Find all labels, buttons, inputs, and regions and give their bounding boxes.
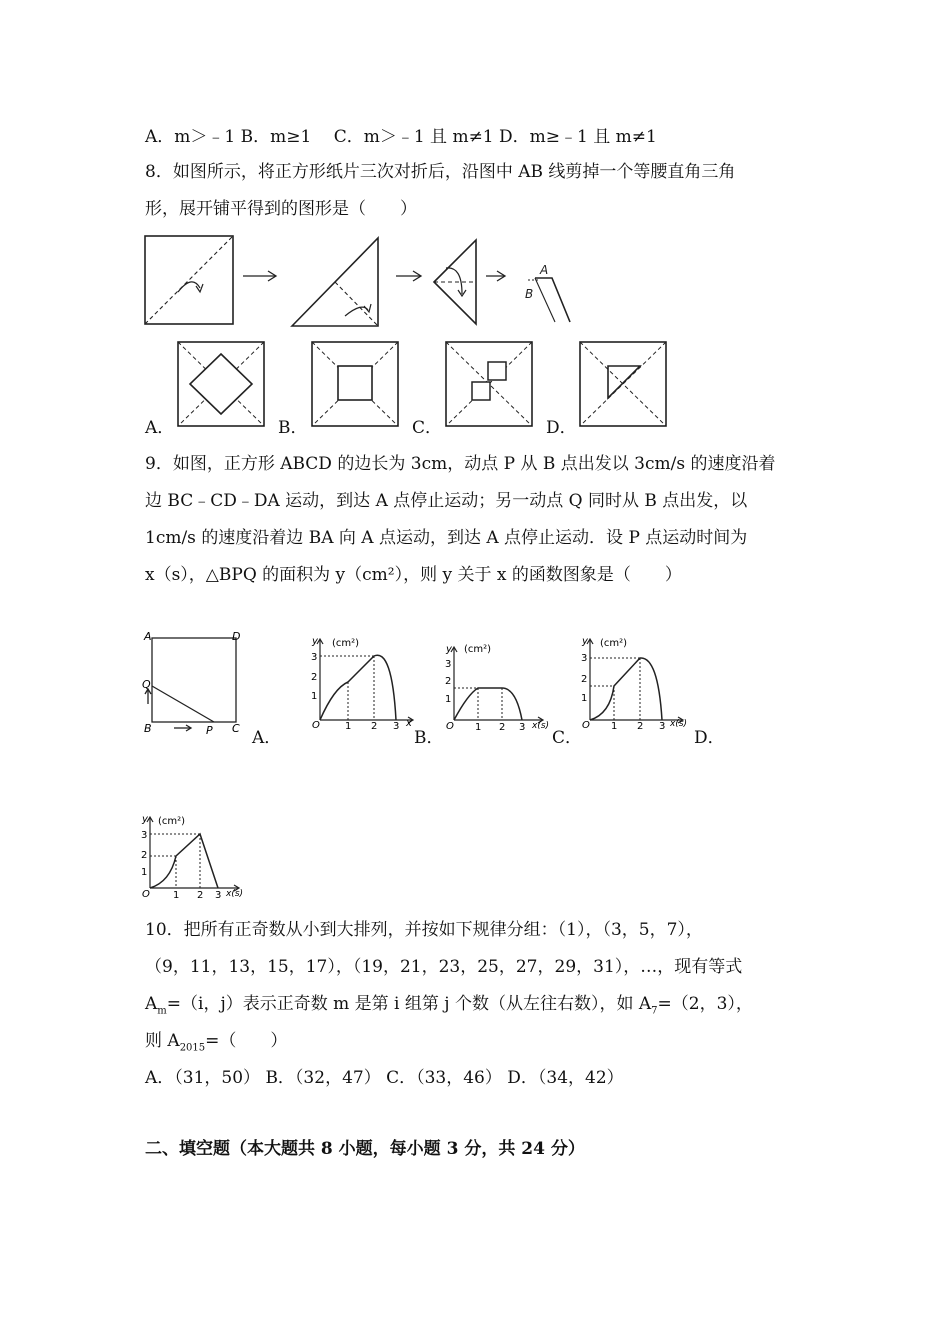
q9-option-d-label: D． [694, 728, 725, 748]
q9-ga-x-label: x [406, 718, 412, 729]
q9-gb-t1x: 1 [475, 722, 482, 732]
q9-stem-line2: 边 BC﹣CD﹣DA 运动，到达 A 点停止运动；另一动点 Q 同时从 B 点出发，以 [145, 491, 748, 511]
q10-stem-line2: （9，11，13，15，17），（19，21，23，25，27，29，31），…，现有等式 [145, 957, 743, 977]
q9-gb-unit: (cm²) [464, 644, 492, 655]
q9-gd-t2x: 2 [197, 890, 204, 900]
q9-gb-t2x: 2 [499, 722, 506, 732]
q8-option-a-label: A． [145, 418, 175, 438]
q9-gd-t2y: 2 [141, 850, 148, 861]
q9-vertex-d: D [232, 630, 241, 643]
q8-option-c-figure [444, 340, 534, 428]
q8-label-a: A [540, 263, 549, 277]
q8-stem-line1: 8．如图所示，将正方形纸片三次对折后，沿图中 AB 线剪掉一个等腰直角三角 [145, 162, 736, 182]
q10-sub-m: m [157, 1005, 167, 1017]
q7-options: A．m＞﹣1 B．m≥1 C．m＞﹣1 且 m≠1 D．m≥﹣1 且 m≠1 [145, 127, 657, 147]
q9-gb-y-label: y [446, 644, 452, 655]
section-2-title: 二、填空题（本大题共 8 小题，每小题 3 分，共 24 分） [145, 1139, 585, 1159]
q9-graph-b [442, 640, 554, 732]
q8-option-d-figure [578, 340, 668, 428]
q10-stem-line3 [145, 992, 753, 1023]
q9-gb-x-label: x(s) [532, 721, 550, 731]
q8-option-a-figure [176, 340, 266, 428]
q8-option-b-label: B． [278, 418, 308, 438]
q10-a: A [145, 994, 158, 1014]
q9-option-c-label: C． [552, 728, 583, 748]
q9-gd-unit: (cm²) [158, 816, 186, 827]
q9-gc-t1x: 1 [611, 721, 618, 730]
q9-gb-t3x: 3 [519, 722, 526, 732]
q9-gb-t1y: 1 [445, 694, 452, 705]
q9-ga-t2y: 2 [311, 672, 318, 683]
q9-square-figure [140, 628, 250, 740]
q9-gc-y-label: y [582, 636, 588, 647]
q9-ga-t3x: 3 [393, 721, 400, 730]
q9-point-q: Q [142, 678, 151, 691]
q8-option-c-label: C． [412, 418, 443, 438]
q9-gd-y-label: y [142, 814, 148, 825]
q9-gd-t3x: 3 [215, 890, 222, 900]
q9-gc-origin: O [582, 720, 590, 730]
q9-stem-line1: 9．如图，正方形 ABCD 的边长为 3cm，动点 P 从 B 点出发以 3cm/s 的速度沿着 [145, 454, 776, 474]
q10-line4-start: 则 A [145, 1031, 180, 1051]
q9-ga-t1y: 1 [311, 691, 318, 702]
q9-vertex-a: A [144, 630, 152, 643]
q10-stem-line4 [145, 1029, 287, 1060]
q9-vertex-c: C [232, 722, 240, 735]
q8-fold-sequence-figure [140, 230, 580, 335]
q9-ga-unit: (cm²) [332, 638, 360, 649]
q9-gc-unit: (cm²) [600, 638, 628, 649]
q9-ga-t2x: 2 [371, 721, 378, 730]
q9-ga-t1x: 1 [345, 721, 352, 730]
q8-label-b: B [525, 287, 534, 301]
q10-line3-end: =（2，3）， [657, 994, 753, 1014]
q9-gd-t3y: 3 [141, 830, 148, 841]
q9-graph-a [308, 630, 418, 730]
q10-options: A．（31，50） B．（32，47） C．（33，46） D．（34，42） [145, 1068, 624, 1088]
q9-ga-t3y: 3 [311, 652, 318, 663]
q10-sub-7: 7 [651, 1005, 658, 1017]
q9-ga-origin: O [312, 720, 320, 730]
q9-gb-origin: O [446, 721, 454, 732]
q8-option-d-label: D． [546, 418, 577, 438]
q9-gc-t3y: 3 [581, 653, 588, 664]
q9-point-p: P [206, 724, 213, 737]
q10-stem-line1: 10．把所有正奇数从小到大排列，并按如下规律分组：（1），（3，5，7）， [145, 920, 703, 940]
q9-gc-t3x: 3 [659, 721, 666, 730]
q9-gb-t3y: 3 [445, 659, 452, 670]
q10-line3-mid: =（i，j）表示正奇数 m 是第 i 组第 j 个数（从左往右数），如 A [166, 994, 652, 1014]
q9-gc-t2x: 2 [637, 721, 644, 730]
q9-gd-t1x: 1 [173, 890, 180, 900]
q9-option-b-label: B． [414, 728, 444, 748]
q9-gd-t1y: 1 [141, 867, 148, 878]
q9-gb-t2y: 2 [445, 676, 452, 687]
q9-vertex-b: B [144, 722, 152, 735]
q9-graph-d [138, 810, 256, 900]
q9-graph-c [578, 630, 694, 730]
q9-option-a-label: A． [252, 728, 282, 748]
q8-option-b-figure [310, 340, 400, 428]
q10-line4-end: =（ ） [205, 1031, 288, 1051]
q8-stem-line2: 形，展开铺平得到的图形是（ ） [145, 199, 417, 219]
q9-gd-origin: O [142, 889, 150, 900]
q9-gc-t1y: 1 [581, 693, 588, 704]
q9-gc-x-label: x(s) [670, 719, 688, 729]
q9-gd-x-label: x(s) [226, 889, 244, 899]
q9-stem-line3: 1cm/s 的速度沿着边 BA 向 A 点运动，到达 A 点停止运动．设 P 点运动时间为 [145, 528, 748, 548]
q10-sub-2015: 2015 [179, 1042, 206, 1054]
q9-stem-line4: x（s），△BPQ 的面积为 y（cm²），则 y 关于 x 的函数图象是（ ） [145, 565, 682, 585]
q9-gc-t2y: 2 [581, 674, 588, 685]
q9-ga-y-label: y [312, 636, 318, 647]
